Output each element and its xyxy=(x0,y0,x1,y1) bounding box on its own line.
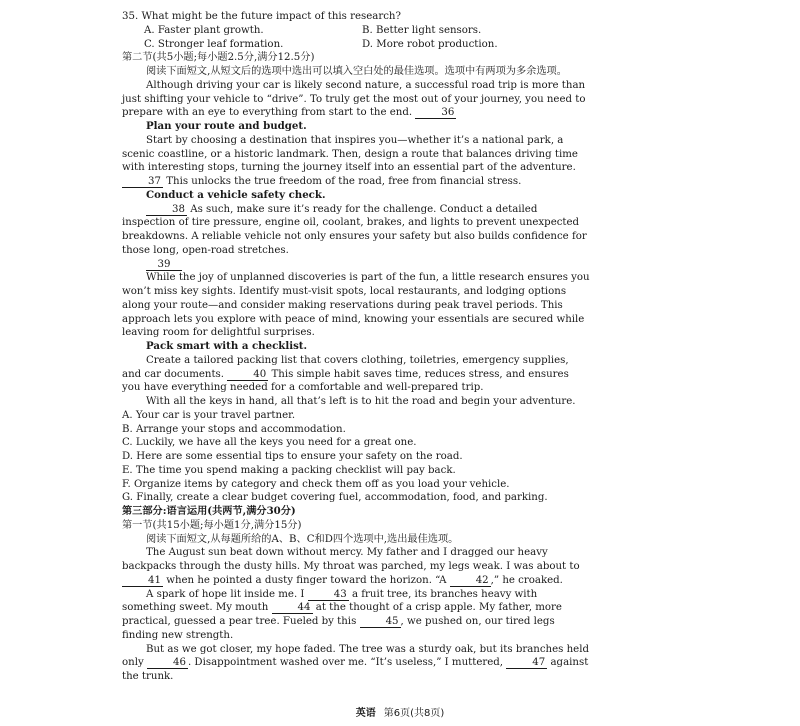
blank-37: 37 xyxy=(122,176,163,188)
blank-40: 40 xyxy=(227,369,268,381)
passage-heading-2: Conduct a vehicle safety check. xyxy=(146,188,326,201)
passage-intro: Although driving your car is likely second nature, a successful road trip is more than just shifting your vehicle to “drive”. To truly get the most out of your journey, you need to prepare with an eye to everything from start to the end. 36 xyxy=(122,79,586,119)
cloze-paragraph-3: But as we got closer, my hope faded. The tree was a sturdy oak, but its branches held only 46 . Disappointment washed over me. “It’s useless,” I muttered, 47 against the trunk. xyxy=(122,643,589,682)
choice-a: A. Your car is your travel partner. xyxy=(122,409,296,421)
section2-header: 第二节(共5小题;每小题2.5分,满分12.5分) xyxy=(122,52,315,64)
passage-closing: With all the keys in hand, all that’s left is to hit the road and begin your adventure. xyxy=(146,396,576,407)
section1-header: 第一节(共15小题;每小题1分,满分15分) xyxy=(122,519,302,531)
blank-47: 47 xyxy=(506,657,547,669)
section2-instruction: 阅读下面短文,从短文后的选项中选出可以填入空白处的最佳选项。选项中有两项为多余选项。 xyxy=(146,66,567,77)
blank-43: 43 xyxy=(308,589,349,601)
blank-46: 46 xyxy=(147,657,188,669)
blank-39: 39 xyxy=(146,259,182,271)
choice-b: B. Arrange your stops and accommodation. xyxy=(122,423,346,435)
passage-paragraph-3: While the joy of unplanned discoveries is part of the fun, a little research ensures you won’t miss key sights. Identify must-visit spots, local restaurants, and lodging options along your route—and consider making reservations during peak travel periods. This approach lets you explore with peace of mind, knowing your essentials are secured while leaving room for delightful surprises. xyxy=(122,272,590,339)
choice-f: F. Organize items by category and check them off as you load your vehicle. xyxy=(122,478,510,490)
footer-subject: 英语 xyxy=(355,708,376,719)
blank-44: 44 xyxy=(272,602,313,614)
option-a: A. Faster plant growth. xyxy=(144,24,264,36)
passage-paragraph-4: Create a tailored packing list that covers clothing, toiletries, emergency supplies, and car documents. 40 This simple habit saves time, reduces stress, and ensures you have everything needed for a comfortable and well-prepared trip. xyxy=(122,354,569,394)
option-b: B. Better light sensors. xyxy=(362,24,482,36)
page-footer xyxy=(0,704,800,719)
blank-45: 45 xyxy=(360,616,401,628)
footer-page-number: 第6页(共8页) xyxy=(383,708,445,719)
choice-d: D. Here are some essential tips to ensure your safety on the road. xyxy=(122,451,463,462)
cloze-paragraph-1: The August sun beat down without mercy. My father and I dragged our heavy backpacks through the dusty hills. My throat was parched, my legs weak. I was about to 41 when he pointed a dusty finger toward the horizon. “A 42 ,” he croaked. xyxy=(122,547,580,586)
passage-paragraph-2: 38 As such, make sure it’s ready for the challenge. Conduct a detailed inspection of tire pressure, engine oil, coolant, brakes, and lights to prevent unexpected breakdowns. A reliable vehicle not only ensures your safety but also builds confidence for those long, open-road stretches. xyxy=(122,203,587,256)
question-35-stem: 35. What might be the future impact of this research? xyxy=(122,11,401,22)
section1-instruction: 阅读下面短文,从每题所给的A、B、C和D四个选项中,选出最佳选项。 xyxy=(146,533,459,545)
passage-heading-3: Pack smart with a checklist. xyxy=(146,340,308,352)
answer-choices xyxy=(122,409,590,505)
choice-g: G. Finally, create a clear budget covering fuel, accommodation, food, and parking. xyxy=(122,492,548,504)
passage-paragraph-1: Start by choosing a destination that inspires you—whether it’s a national park, a scenic coastline, or a historic landmark. Then, design a route that balances driving time with interesting stops, turning the journey itself into an essential part of the adventure. 37 This unlocks the true freedom of the road, free from financial stress. xyxy=(122,134,578,187)
option-d: D. More robot production. xyxy=(362,38,498,50)
cloze-paragraph-2: A spark of hope lit inside me. I 43 a fruit tree, its branches heavy with something sweet. My mouth 44 at the thought of a crisp apple. My father, more practical, guessed a pear tree. Fueled by this 45 , we pushed on, our tired legs finding new strength. xyxy=(122,588,562,641)
blank-36: 36 xyxy=(415,107,456,119)
part3-header: 第三部分:语言运用(共两节,满分30分) xyxy=(122,505,296,517)
question-35-options xyxy=(122,24,590,52)
blank-38: 38 xyxy=(146,204,187,216)
exam-page xyxy=(122,10,590,684)
option-c: C. Stronger leaf formation. xyxy=(144,38,284,50)
blank-39-line xyxy=(122,258,590,272)
blank-41: 41 xyxy=(122,575,163,587)
choice-c: C. Luckily, we have all the keys you need for a great one. xyxy=(122,437,417,449)
blank-42: 42 xyxy=(450,575,491,587)
choice-e: E. The time you spend making a packing checklist will pay back. xyxy=(122,464,456,476)
passage-heading-1: Plan your route and budget. xyxy=(146,120,307,132)
